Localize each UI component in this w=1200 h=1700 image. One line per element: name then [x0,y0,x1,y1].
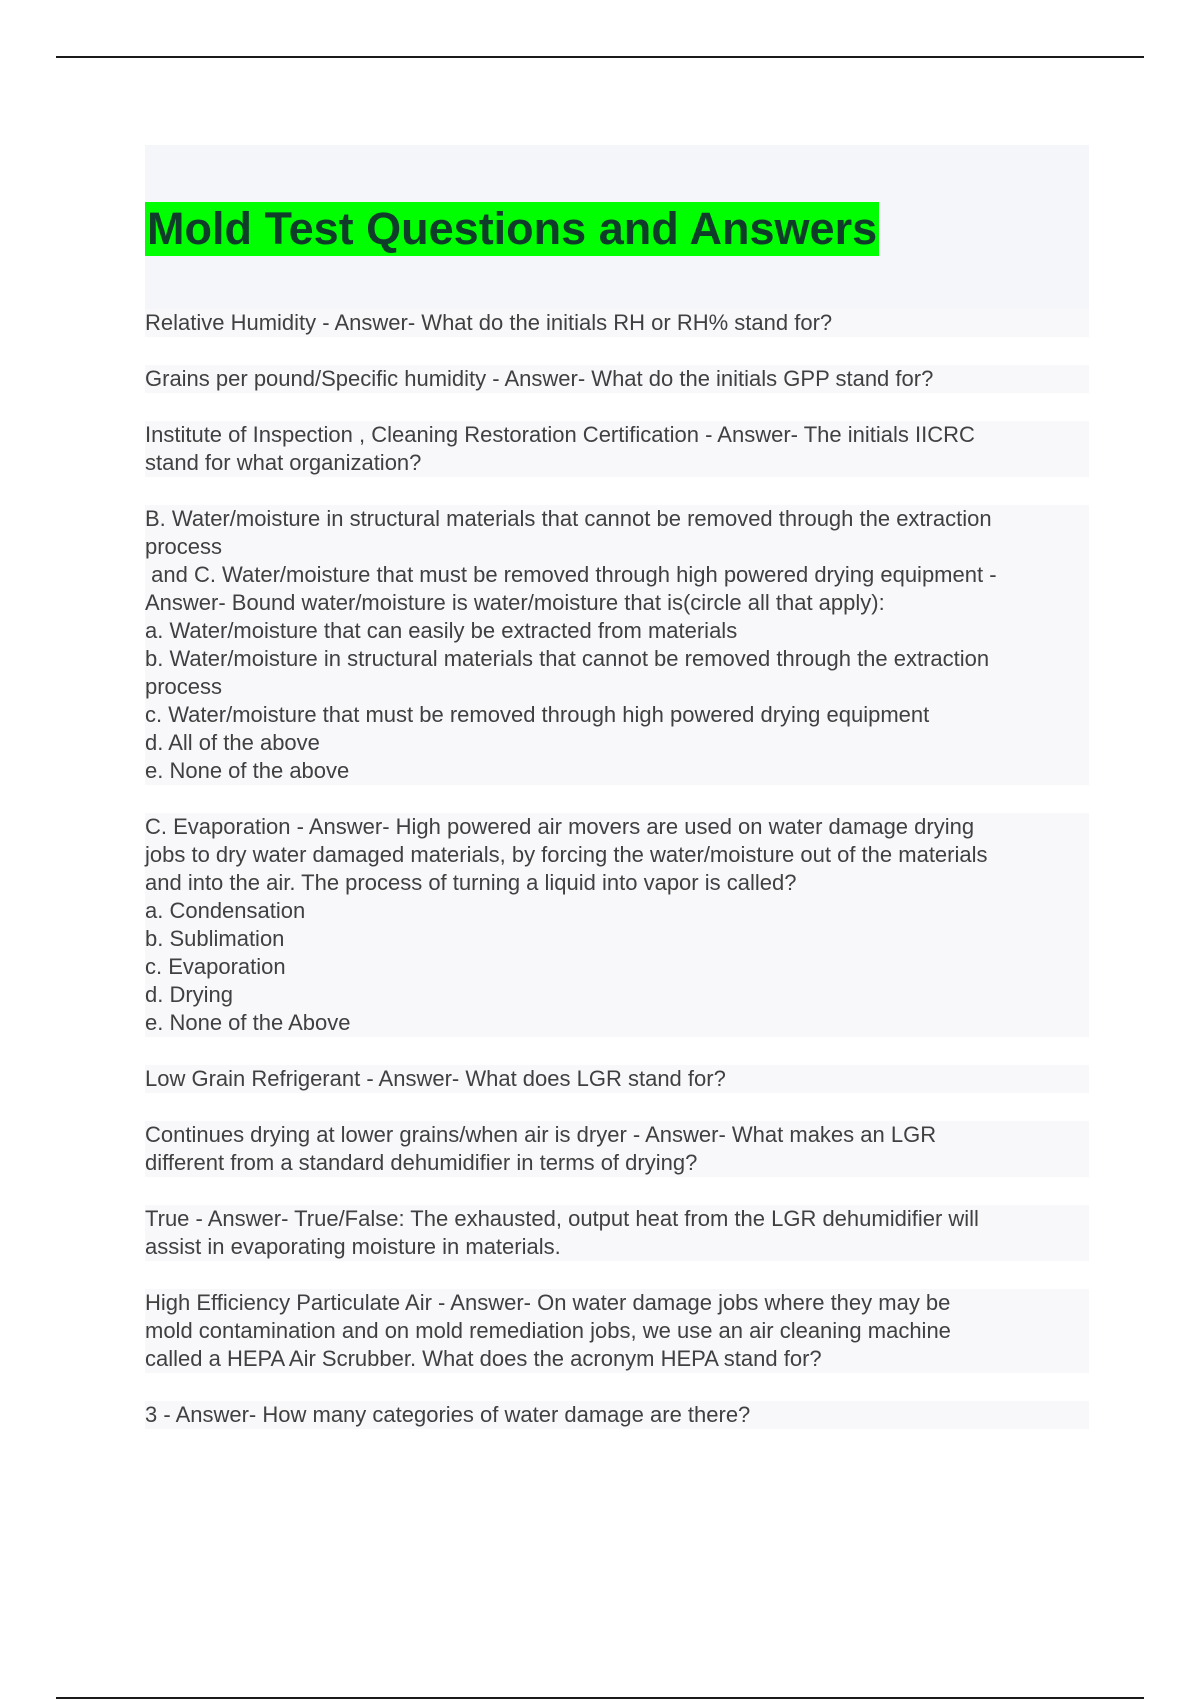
qa-line: different from a standard dehumidifier in terms of drying? [145,1149,1089,1177]
qa-line: d. Drying [145,981,1089,1009]
qa-line: assist in evaporating moisture in materials. [145,1233,1089,1261]
qa-line: e. None of the Above [145,1009,1089,1037]
qa-line: Low Grain Refrigerant - Answer- What does LGR stand for? [145,1065,1089,1093]
qa-line: Answer- Bound water/moisture is water/moisture that is(circle all that apply): [145,589,1089,617]
qa-item [145,813,1089,1037]
qa-line: process [145,673,1089,701]
qa-item [145,505,1089,785]
qa-line: Relative Humidity - Answer- What do the initials RH or RH% stand for? [145,309,1089,337]
page-title: Mold Test Questions and Answers [147,203,878,254]
qa-line: b. Water/moisture in structural materials that cannot be removed through the extraction [145,645,1089,673]
qa-list [145,309,1089,1457]
qa-line: stand for what organization? [145,449,1089,477]
qa-line: C. Evaporation - Answer- High powered air movers are used on water damage drying [145,813,1089,841]
qa-line: b. Sublimation [145,925,1089,953]
qa-line: Grains per pound/Specific humidity - Answer- What do the initials GPP stand for? [145,365,1089,393]
qa-item [145,1121,1089,1177]
qa-line: 3 - Answer- How many categories of water damage are there? [145,1401,1089,1429]
qa-line: High Efficiency Particulate Air - Answer- On water damage jobs where they may be [145,1289,1089,1317]
qa-line: and C. Water/moisture that must be removed through high powered drying equipment - [145,561,1089,589]
qa-line: a. Water/moisture that can easily be extracted from materials [145,617,1089,645]
qa-line: mold contamination and on mold remediation jobs, we use an air cleaning machine [145,1317,1089,1345]
qa-line: d. All of the above [145,729,1089,757]
qa-line: a. Condensation [145,897,1089,925]
qa-line: and into the air. The process of turning a liquid into vapor is called? [145,869,1089,897]
qa-line: c. Water/moisture that must be removed through high powered drying equipment [145,701,1089,729]
qa-line: process [145,533,1089,561]
qa-item [145,1065,1089,1093]
qa-item [145,421,1089,477]
qa-line: e. None of the above [145,757,1089,785]
qa-line: jobs to dry water damaged materials, by forcing the water/moisture out of the materials [145,841,1089,869]
qa-item [145,365,1089,393]
qa-line: B. Water/moisture in structural materials that cannot be removed through the extraction [145,505,1089,533]
qa-line: True - Answer- True/False: The exhausted, output heat from the LGR dehumidifier will [145,1205,1089,1233]
qa-item [145,1401,1089,1429]
qa-item [145,1205,1089,1261]
qa-line: c. Evaporation [145,953,1089,981]
qa-line: Institute of Inspection , Cleaning Restoration Certification - Answer- The initials IICRC [145,421,1089,449]
footer-rule [56,1697,1144,1699]
qa-line: Continues drying at lower grains/when air is dryer - Answer- What makes an LGR [145,1121,1089,1149]
qa-item [145,1289,1089,1373]
header-rule [56,56,1144,58]
qa-line: called a HEPA Air Scrubber. What does the acronym HEPA stand for? [145,1345,1089,1373]
qa-item [145,309,1089,337]
